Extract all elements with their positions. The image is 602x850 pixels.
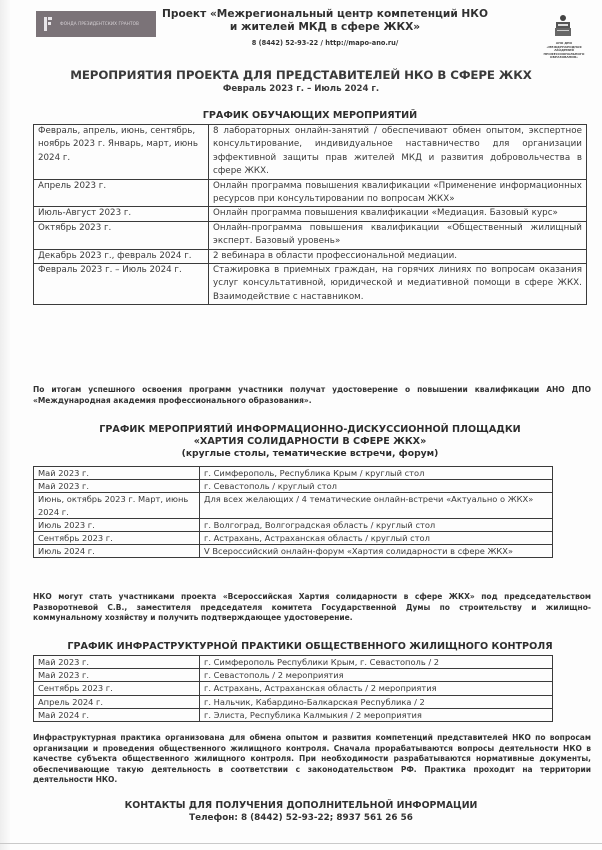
row-date: Февраль 2023 г. – Июль 2024 г. (34, 264, 209, 305)
training-table (33, 124, 587, 305)
infrastructure-note: Инфраструктурная практика организована для обмена опытом и развития компетенций представителей НКО по вопросам организации и проведения общественного жилищного контроля. Сначала прорабатываются вопросы деятельности НКО в качестве субъекта общественного жилищного контроля. При необходимости разрабатываются нормативные документы, обеспечивающие такую деятельность в соответствии с законодательством РФ. Практика проходит на территории деятельности НКО. (33, 733, 591, 785)
row-date: Июль 2023 г. (34, 518, 200, 531)
row-date: Май 2023 г. (34, 480, 200, 493)
document-title (0, 68, 602, 94)
charter-heading (30, 424, 590, 460)
project-title-line1: Проект «Межрегиональный центр компетенций НКО (162, 8, 488, 20)
fund-logo-text: ФОНДА ПРЕЗИДЕНТСКИХ ГРАНТОВ (60, 21, 140, 26)
row-description: г. Нальчик, Кабардино-Балкарская Республика / 2 (200, 695, 553, 708)
row-description: Онлайн программа повышения квалификации «Медиация. Базовый курс» (209, 207, 587, 221)
table-row (34, 249, 587, 263)
row-date: Сентябрь 2023 г. (34, 532, 200, 545)
project-contact: 8 (8442) 52-93-22 / http://mapo-ano.ru/ (251, 39, 399, 47)
scan-edge (0, 0, 10, 850)
training-note: По итогам успешного освоения программ участники получат удостоверение о повышении квалификации АНО ДПО «Международная академия профессионального образования». (33, 385, 591, 405)
row-description: Для всех желающих / 4 тематические онлайн-встречи «Актуально о ЖКХ» (200, 493, 553, 518)
charter-table (33, 466, 553, 558)
row-date: Май 2023 г. (34, 669, 200, 682)
project-title-line2: и жителей МКД в сфере ЖКХ» (229, 21, 421, 33)
row-description: г. Симферополь Республики Крым, г. Севастополь / 2 (200, 656, 553, 669)
table-row (34, 708, 553, 721)
row-date: Май 2024 г. (34, 708, 200, 721)
academy-emblem-icon (555, 15, 571, 39)
table-row (34, 125, 587, 180)
contacts-phone: Телефон: 8 (8442) 52-93-22; 8937 561 26 56 (189, 813, 413, 823)
table-row (34, 669, 553, 682)
table-row (34, 682, 553, 695)
row-date: Июль 2024 г. (34, 545, 200, 558)
project-header (160, 8, 490, 47)
charter-heading-line2: «ХАРТИЯ СОЛИДАРНОСТИ В СФЕРЕ ЖКХ» (193, 436, 427, 447)
academy-logo (541, 15, 587, 60)
table-row (34, 179, 587, 207)
row-date: Февраль, апрель, июнь, сентябрь, ноябрь 2023 г. Январь, март, июнь 2024 г. (34, 125, 209, 180)
row-date: Май 2023 г. (34, 467, 200, 480)
infrastructure-table (33, 655, 553, 722)
row-date: Апрель 2024 г. (34, 695, 200, 708)
training-heading: ГРАФИК ОБУЧАЮЩИХ МЕРОПРИЯТИЙ (202, 110, 418, 121)
row-description: г. Севастополь / круглый стол (200, 480, 553, 493)
row-description: Онлайн программа повышения квалификации «Применение информационных ресурсов при консультировании по вопросам ЖКХ» (209, 179, 587, 207)
document-header (0, 0, 602, 62)
main-title: МЕРОПРИЯТИЯ ПРОЕКТА ДЛЯ ПРЕДСТАВИТЕЛЕЙ НКО В СФЕРЕ ЖКХ (70, 68, 532, 82)
row-date: Сентябрь 2023 г. (34, 682, 200, 695)
table-row (34, 532, 553, 545)
charter-heading-line1: ГРАФИК МЕРОПРИЯТИЙ ИНФОРМАЦИОННО-ДИСКУССИОННОЙ ПЛОЩАДКИ (99, 424, 521, 435)
charter-heading-line3: (круглые столы, тематические встречи, форум) (181, 448, 439, 459)
row-description: г. Астрахань, Астраханская область / круглый стол (200, 532, 553, 545)
row-description: г. Элиста, Республика Калмыкия / 2 мероприятия (200, 708, 553, 721)
row-date: Июнь, октябрь 2023 г. Март, июнь 2024 г. (34, 493, 200, 518)
academy-logo-caption: АНО ДПО «МЕЖДУНАРОДНАЯ АКАДЕМИЯ ПРОФЕССИОНАЛЬНОГО ОБРАЗОВАНИЯ» (543, 41, 585, 60)
row-date: Декабрь 2023 г., февраль 2024 г. (34, 249, 209, 263)
presidential-grants-fund-logo (36, 11, 156, 37)
row-description: г. Астрахань, Астраханская область / 2 мероприятия (200, 682, 553, 695)
table-row (34, 467, 553, 480)
row-date: Июль-Август 2023 г. (34, 207, 209, 221)
row-description: г. Симферополь, Республика Крым / круглый стол (200, 467, 553, 480)
charter-note: НКО могут стать участниками проекта «Всероссийская Хартия солидарности в сфере ЖКХ» под председательством Разворотневой С.В., заместителя председателя комитета Государственной Думы по строительству и жилищно-коммунальному хозяйству и получить подтверждающее удостоверение. (33, 592, 591, 623)
row-description: V Всероссийский онлайн-форум «Хартия солидарности в сфере ЖКХ» (200, 545, 553, 558)
table-row (34, 695, 553, 708)
fund-logo-icon (44, 17, 52, 31)
table-row (34, 656, 553, 669)
row-description: 8 лабораторных онлайн-занятий / обеспечивают обмен опытом, экспертное консультирование, индивидуальное наставничество для организации эффективной защиты прав жителей МКД и развития добровольчества в сфере ЖКХ. (209, 125, 587, 180)
main-period: Февраль 2023 г. – Июль 2024 г. (222, 84, 380, 94)
table-row (34, 207, 587, 221)
table-row (34, 221, 587, 249)
table-row (34, 493, 553, 518)
row-description: г. Волгоград, Волгоградская область / круглый стол (200, 518, 553, 531)
row-description: Стажировка в приемных граждан, на горячих линиях по вопросам оказания услуг консультативной, юридической и медиативной помощи в сфере ЖКХ. Взаимодействие с наставником. (209, 264, 587, 305)
table-row (34, 518, 553, 531)
contacts-heading: КОНТАКТЫ ДЛЯ ПОЛУЧЕНИЯ ДОПОЛНИТЕЛЬНОЙ ИНФОРМАЦИИ (124, 800, 478, 811)
contacts-footer (0, 800, 602, 823)
table-row (34, 480, 553, 493)
row-description: г. Севастополь / 2 мероприятия (200, 669, 553, 682)
table-row (34, 545, 553, 558)
infrastructure-heading: ГРАФИК ИНФРАСТРУКТУРНОЙ ПРАКТИКИ ОБЩЕСТВЕННОГО ЖИЛИЩНОГО КОНТРОЛЯ (67, 641, 553, 652)
row-date: Апрель 2023 г. (34, 179, 209, 207)
table-row (34, 264, 587, 305)
row-description: Онлайн-программа повышения квалификации «Общественный жилищный эксперт. Базовый уровень» (209, 221, 587, 249)
row-date: Май 2023 г. (34, 656, 200, 669)
page-bottom-edge (0, 843, 602, 844)
row-description: 2 вебинара в области профессиональной медиации. (209, 249, 587, 263)
row-date: Октябрь 2023 г. (34, 221, 209, 249)
